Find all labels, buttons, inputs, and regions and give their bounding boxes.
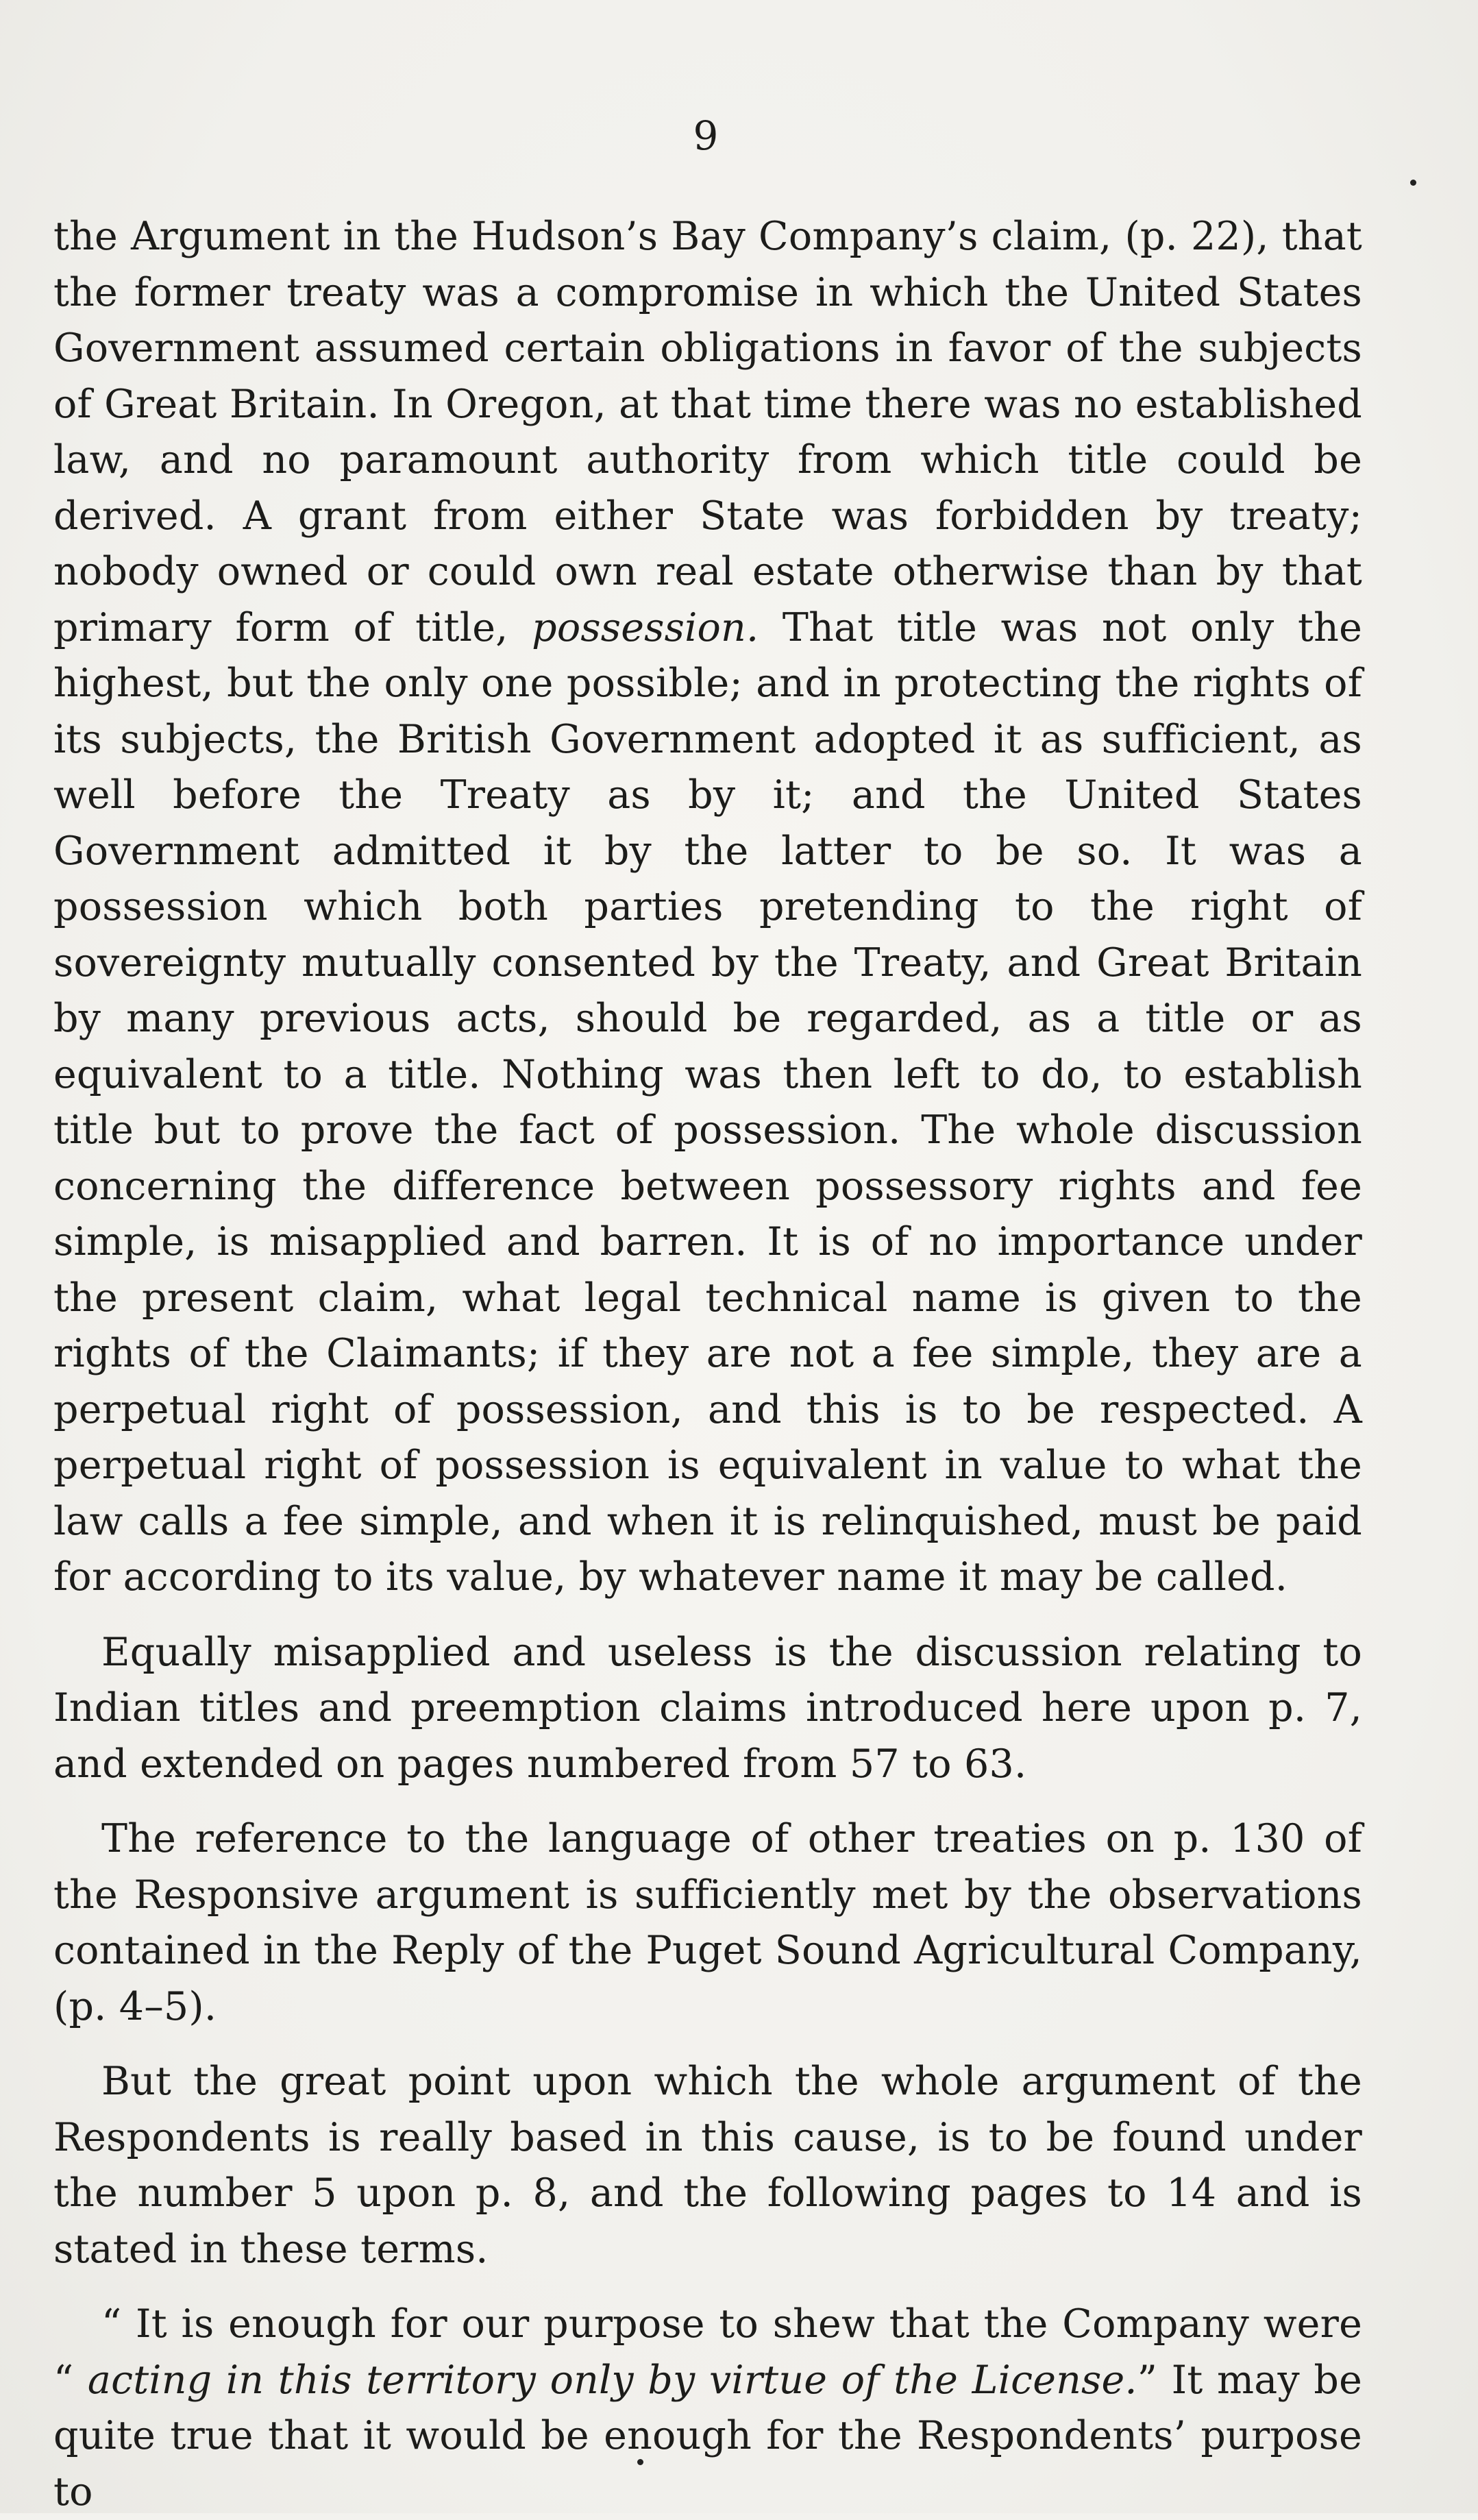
paragraph-1	[53, 209, 1362, 1606]
paragraph-3	[53, 1811, 1362, 2035]
text-run: But the great point upon which the whole argument of the Respondents is really based in this cause, is to be found under the number 5 upon p. 8, and the following pages to 14 and is stated in these terms.	[53, 2059, 1362, 2272]
text-run-italic: acting in this territory only by virtue of the License.	[87, 2357, 1137, 2403]
paragraph-5	[53, 2297, 1362, 2520]
print-speck	[1410, 180, 1416, 186]
text-run-italic: possession.	[532, 604, 759, 650]
text-run: That title was not only the highest, but the only one possible; and in protecting the rights of its subjects, the British Government adopted it as sufficient, as well before the Treaty as by it; and the United States Government admitted it by the latter to be so. It was a possession which both parties pretending to the right of sovereignty mutually consented by the Treaty, and Great Britain by many previous acts, should be regarded, as a title or as equivalent to a title. Nothing was then left to do, to establish title but to prove the fact of possession. The whole discussion concerning the difference between possessory rights and fee simple, is misapplied and barren. It is of no importance under the present claim, what legal technical name is given to the rights of the Claimants; if they are not a fee simple, they are a perpetual right of possession, and this is to be respected. A perpetual right of possession is equivalent in value to what the law calls a fee simple, and when it is relinquished, must be paid for according to its value, by whatever name it may be called.	[53, 604, 1362, 1600]
text-run: “ It is enough for our purpose to shew that the Company were “	[53, 2301, 1362, 2403]
text-run: Equally misapplied and useless is the discussion relating to Indian titles and preemption claims introduced here upon p. 7, and extended on pages numbered from 57 to 63.	[53, 1629, 1362, 1787]
print-speck	[637, 2459, 643, 2465]
text-run: The reference to the language of other treaties on p. 130 of the Responsive argument is sufficiently met by the observations contained in the Reply of the Puget Sound Agricultural Company, (p. 4–5).	[53, 1816, 1362, 2029]
text-run: ” It may be quite true that it would be enough for the Respondents’ purpose to	[53, 2357, 1363, 2515]
page-number: 9	[693, 112, 719, 159]
text-run: the Argument in the Hudson’s Bay Company’s claim, (p. 22), that the former treaty was a compromise in which the United States Government assumed certain obligations in favor of the subjects of Great Britain. In Oregon, at that time there was no established law, and no paramount authority from which title could be derived. A grant from either State was forbidden by treaty; nobody owned or could own real estate otherwise than by that primary form of title,	[53, 214, 1362, 650]
paragraph-4	[53, 2054, 1362, 2277]
body-text	[53, 209, 1362, 2520]
paragraph-2	[53, 1625, 1362, 1793]
